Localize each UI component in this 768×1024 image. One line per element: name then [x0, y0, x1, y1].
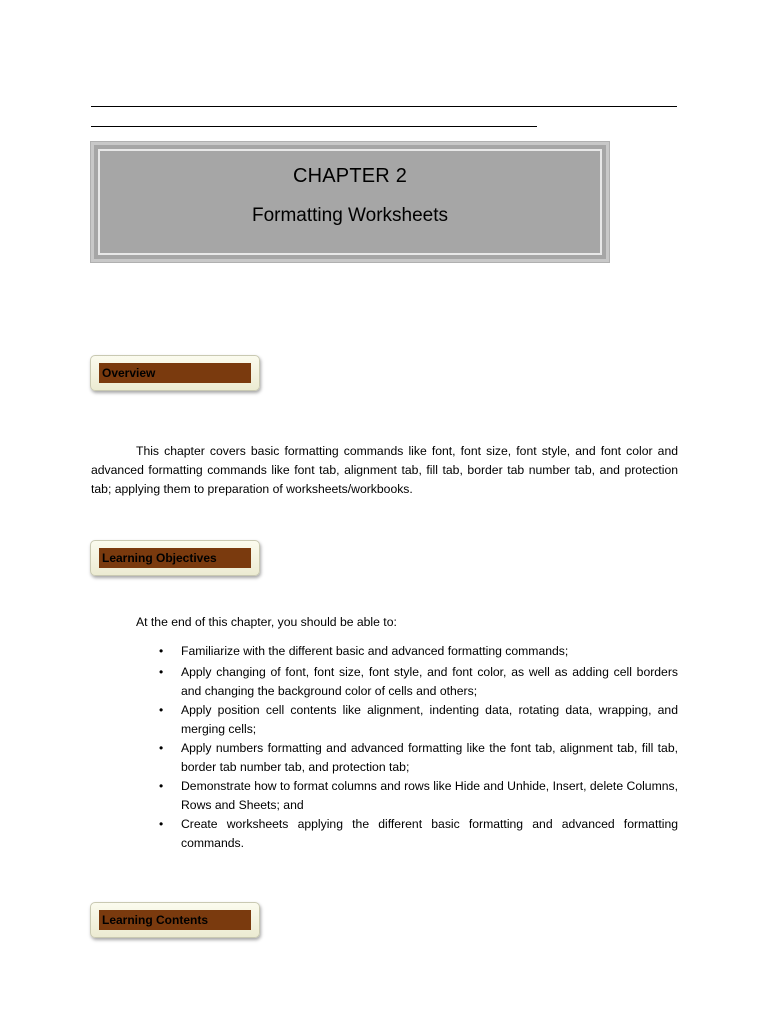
bullet-icon: • — [159, 665, 164, 679]
list-item-text: Create worksheets applying the different basic formatting and advanced formatting commands. — [181, 817, 678, 850]
bullet-icon: • — [159, 817, 164, 831]
list-item — [136, 777, 678, 815]
header-rule-bottom — [91, 126, 537, 127]
section-heading-learning-objectives — [90, 540, 260, 576]
list-item — [136, 815, 678, 853]
bullet-icon: • — [159, 741, 164, 755]
section-label-overview: Overview — [99, 363, 251, 383]
bullet-icon: • — [159, 644, 164, 658]
section-heading-overview — [90, 355, 260, 391]
list-item — [136, 739, 678, 777]
list-item — [136, 701, 678, 739]
bullet-icon: • — [159, 703, 164, 717]
objectives-intro: At the end of this chapter, you should be able to: — [136, 615, 397, 629]
chapter-number: CHAPTER 2 — [292, 165, 408, 187]
bullet-icon: • — [159, 779, 164, 793]
section-label-learning-contents: Learning Contents — [99, 910, 251, 930]
objectives-list — [136, 642, 678, 853]
list-item-text: Demonstrate how to format columns and rows like Hide and Unhide, Insert, delete Columns, Rows and Sheets; and — [181, 779, 678, 812]
section-label-learning-objectives: Learning Objectives — [99, 548, 251, 568]
chapter-title: Formatting Worksheets — [251, 205, 449, 226]
list-item — [136, 642, 678, 661]
overview-paragraph: This chapter covers basic formatting commands like font, font size, font style, and font color and advanced formatting commands like font tab, alignment tab, fill tab, border tab number tab, and protection tab; applying them to preparation of worksheets/workbooks. — [91, 444, 678, 497]
list-item-text: Familiarize with the different basic and advanced formatting commands; — [181, 644, 569, 658]
list-item-text: Apply numbers formatting and advanced formatting like the font tab, alignment tab, fill tab, border tab number tab, and protection tab; — [181, 741, 678, 774]
list-item-text: Apply changing of font, font size, font style, and font color, as well as adding cell borders and changing the background color of cells and others; — [181, 665, 678, 698]
section-heading-learning-contents — [90, 902, 260, 938]
header-rule-top — [91, 106, 677, 107]
list-item-text: Apply position cell contents like alignment, indenting data, rotating data, wrapping, and merging cells; — [181, 703, 678, 736]
chapter-title-box — [91, 142, 609, 262]
list-item — [136, 663, 678, 701]
